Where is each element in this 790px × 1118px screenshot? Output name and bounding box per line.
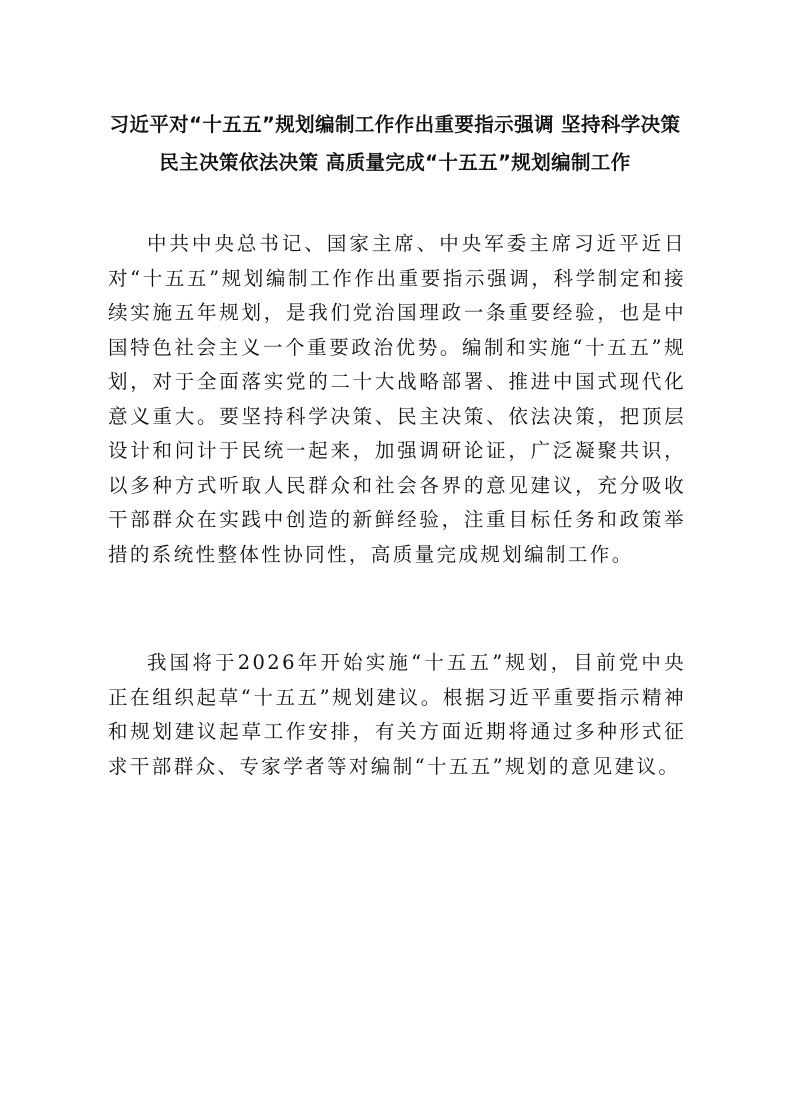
document-title: 习近平对“十五五”规划编制工作作出重要指示强调 坚持科学决策民主决策依法决策 高质量完成“十五五”规划编制工作 xyxy=(109,113,681,174)
body-paragraph-2: 我国将于2026年开始实施“十五五”规划，目前党中央正在组织起草“十五五”规划建议。根据习近平重要指示精神和规划建议起草工作安排，有关方面近期将通过多种形式征求干部群众、专家学者等对编制“十五五”规划的意见建议。 xyxy=(108,651,686,778)
body-paragraph-1: 中共中央总书记、国家主席、中央军委主席习近平近日对“十五五”规划编制工作作出重要指示强调，科学制定和接续实施五年规划，是我们党治国理政一条重要经验，也是中国特色社会主义一个重要政治优势。编制和实施“十五五”规划，对于全面落实党的二十大战略部署、推进中国式现代化意义重大。要坚持科学决策、民主决策、依法决策，把顶层设计和问计于民统一起来，加强调研论证，广泛凝聚共识，以多种方式听取人民群众和社会各界的意见建议，充分吸收干部群众在实践中创造的新鲜经验，注重目标任务和政策举措的系统性整体性协同性，高质量完成规划编制工作。 xyxy=(108,232,686,566)
